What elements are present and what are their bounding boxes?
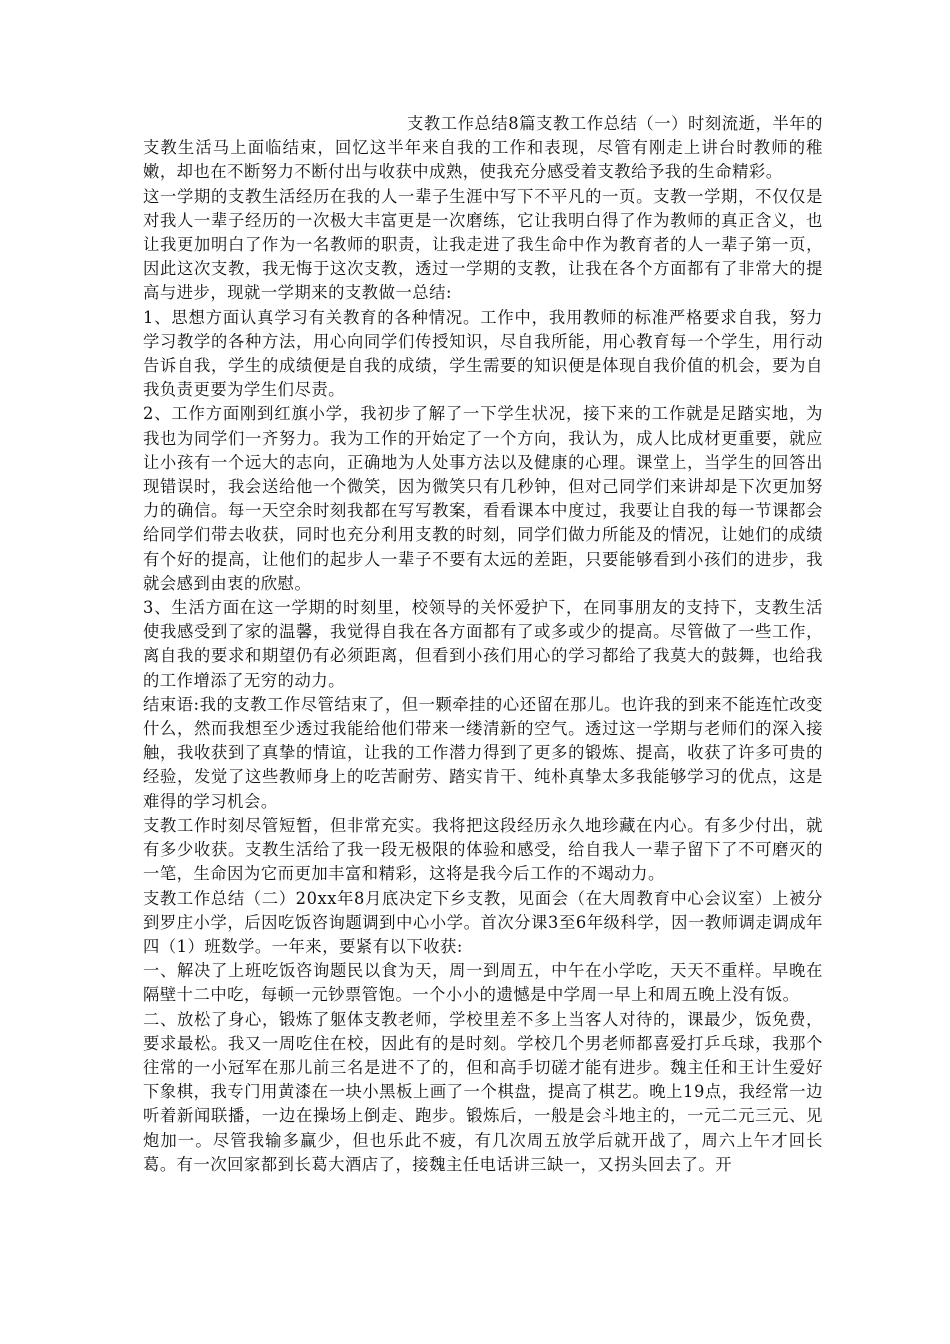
paragraph-item-two: 二、放松了身心，锻炼了躯体支教老师，学校里差不多上当客人对待的，课最少，饭免费，要求最松。我又一周吃住在校，因此有的是时刻。学校几个男老师都喜爱打乒乓球，我那个往常的一小冠军在那儿前三名是进不了的，但和高手切磋才能有进步。魏主任和王计生爱好下象棋，我专门用黄漆在一块小黑板上画了一个棋盘，提高了棋艺。晚上19点，我经常一边听着新闻联播，一边在操场上倒走、跑步。锻炼后，一般是会斗地主的，一元二元三元、见炮加一。尽管我输多赢少，但也乐此不疲，有几次周五放学后就开战了，周六上午才回长葛。有一次回家都到长葛大酒店了，接魏主任电话讲三缺一，又拐头回去了。开 bbox=[143, 1009, 823, 1174]
paragraph-overview: 这一学期的支教生活经历在我的人一辈子生涯中写下不平凡的一页。支教一学期，不仅仅是对我人一辈子经历的一次极大丰富更是一次磨练，它让我明白得了作为教师的真正含义，也让我更加明白了作为一名教师的职责，让我走进了我生命中作为教育者的人一辈子第一页，因此这次支教，我无悔于这次支教，透过一学期的支教，让我在各个方面都有了非常大的提高与进步，现就一学期来的支教做一总结: bbox=[143, 186, 823, 303]
paragraph-intro bbox=[143, 112, 823, 185]
paragraph-life: 3、生活方面在这一学期的时刻里，校领导的关怀爱护下，在同事朋友的支持下，支教生活使我感受到了家的温馨，我觉得自我在各方面都有了或多或少的提高。尽管做了一些工作，离自我的要求和期望仍有必须距离，但看到小孩们用心的学习都给了我莫大的鼓舞，也给我的工作增添了无穷的动力。 bbox=[143, 598, 823, 690]
paragraph-work: 2、工作方面刚到红旗小学，我初步了解了一下学生状况，接下来的工作就是足踏实地，为我也为同学们一齐努力。我为工作的开始定了一个方向，我认为，成人比成材更重要，就应让小孩有一个远大的志向，正确地为人处事方法以及健康的心理。课堂上，当学生的回答出现错误时，我会送给他一个微笑，因为微笑只有几秒钟，但对己同学们来讲却是下次更加努力的确信。每一天空余时刻我都在写写教案，看看课本中度过，我要让自我的每一节课都会给同学们带去收获，同时也充分利用支教的时刻，同学们做力所能及的情况，让她们的成绩有个好的提高，让他们的起步人一辈子不要有太远的差距，只要能够看到小孩们的进步，我就会感到由衷的欣慰。 bbox=[143, 404, 823, 593]
paragraph-thought: 1、思想方面认真学习有关教育的各种情况。工作中，我用教师的标准严格要求自我，努力学习教学的各种方法，用心向同学们传授知识，尽自我所能，用心教育每一个学生，用行动告诉自我，学生的成绩便是自我的成绩，学生需要的知识便是体现自我价值的机会，要为自我负责更要为学生们尽责。 bbox=[143, 307, 823, 400]
paragraph-summary-two: 支教工作总结（二）20xx年8月底决定下乡支教，见面会（在大周教育中心会议室）上被分到罗庄小学，后因吃饭咨询题调到中心小学。首次分课3至6年级科学，因一教师调走调成年四（1）班数学。一年来，要紧有以下收获: bbox=[143, 888, 823, 956]
paragraph-reflection: 支教工作时刻尽管短暂，但非常充实。我将把这段经历永久地珍藏在内心。有多少付出，就有多少收获。支教生活给了我一段无极限的体验和感受，给自我人一辈子留下了不可磨灭的一笔，生命因为它而更加丰富和精彩，这将是我今后工作的不竭动力。 bbox=[143, 815, 823, 884]
paragraph-conclusion: 结束语:我的支教工作尽管结束了，但一颗牵挂的心还留在那儿。也许我的到来不能连忙改变什么，然而我想至少透过我能给他们带来一缕清新的空气。透过这一学期与老师们的深入接触，我收获到了真挚的情谊，让我的工作潜力得到了更多的锻炼、提高，收获了许多可贵的经验，发觉了这些教师身上的吃苦耐劳、踏实肯干、纯朴真挚太多我能够学习的优点，这是难得的学习机会。 bbox=[143, 694, 823, 811]
paragraph-intro-text: 支教工作总结8篇支教工作总结（一）时刻流逝，半年的支教生活马上面临结束，回忆这半年来自我的工作和表现，尽管有刚走上讲台时教师的稚嫩，却也在不断努力不断付出与收获中成熟，使我充分感受着支教给予我的生命精彩。 bbox=[143, 114, 823, 182]
document-body bbox=[143, 112, 823, 1177]
paragraph-item-one: 一、解决了上班吃饭咨询题民以食为天，周一到周五，中午在小学吃，天天不重样。早晚在隔壁十二中吃，每顿一元钞票管饱。一个小小的遗憾是中学周一早上和周五晚上没有饭。 bbox=[143, 961, 823, 1005]
